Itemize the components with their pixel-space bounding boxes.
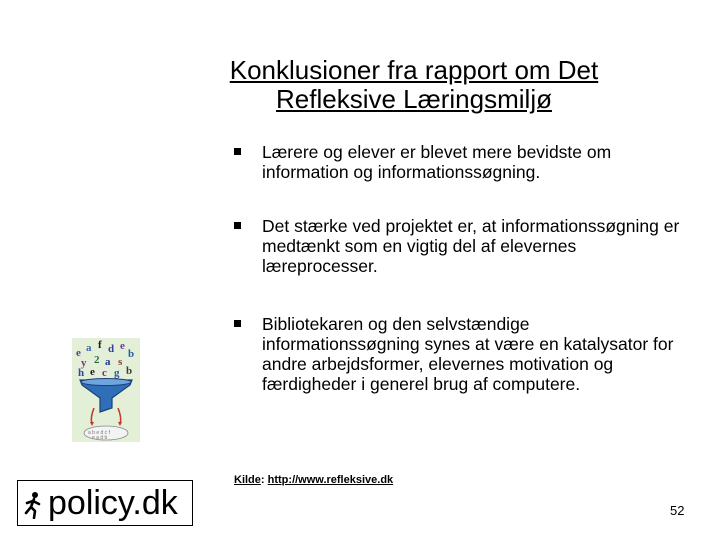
list-item <box>234 314 689 394</box>
svg-text:h: h <box>78 367 85 379</box>
svg-text:c: c <box>102 367 107 379</box>
svg-text:a: a <box>86 342 92 354</box>
funnel-letters-icon <box>72 338 140 442</box>
svg-text:d: d <box>108 343 115 355</box>
bullet-square-icon <box>234 222 241 229</box>
bullet-text: Bibliotekaren og den selvstændige informationssøgning synes at være en katalysator for andre arbejdsformer, elevernes motivation og færdigheder i generel brug af computere. <box>262 314 674 394</box>
bullet-text: Lærere og elever er blevet mere bevidste om information og informationssøgning. <box>262 142 612 182</box>
source-label: Kilde <box>234 474 261 486</box>
svg-text:e: e <box>90 366 95 378</box>
title-line-1: Konklusioner fra rapport om Det <box>229 55 599 85</box>
svg-text:e: e <box>76 347 81 359</box>
svg-text:g: g <box>114 367 120 379</box>
page-number: 52 <box>670 503 685 518</box>
svg-text:e: e <box>120 340 125 352</box>
svg-text:a: a <box>105 356 111 368</box>
list-item <box>234 142 689 182</box>
svg-text:s: s <box>118 356 123 368</box>
slide-title <box>150 56 678 114</box>
svg-text:b: b <box>126 365 133 377</box>
source-separator: : <box>260 474 268 486</box>
svg-text:y: y <box>81 357 87 369</box>
runner-icon <box>22 491 44 519</box>
svg-text:2: 2 <box>94 354 100 366</box>
source-citation <box>234 474 393 486</box>
svg-text:e a d b: e a d b <box>92 435 108 441</box>
title-line-2: Refleksive Læringsmiljø <box>276 84 552 114</box>
svg-text:a b e d c f: a b e d c f <box>88 430 110 436</box>
bullet-square-icon <box>234 148 241 155</box>
svg-text:b: b <box>128 348 135 360</box>
policy-dk-logo <box>17 480 193 526</box>
svg-text:f: f <box>98 339 102 351</box>
bullet-square-icon <box>234 320 241 327</box>
source-link[interactable]: http://www.refleksive.dk <box>267 474 394 486</box>
bullet-text: Det stærke ved projektet er, at informationssøgning er medtænkt som en vigtig del af elevernes læreprocesser. <box>262 216 680 276</box>
logo-text: policy.dk <box>48 484 178 522</box>
list-item <box>234 216 689 276</box>
